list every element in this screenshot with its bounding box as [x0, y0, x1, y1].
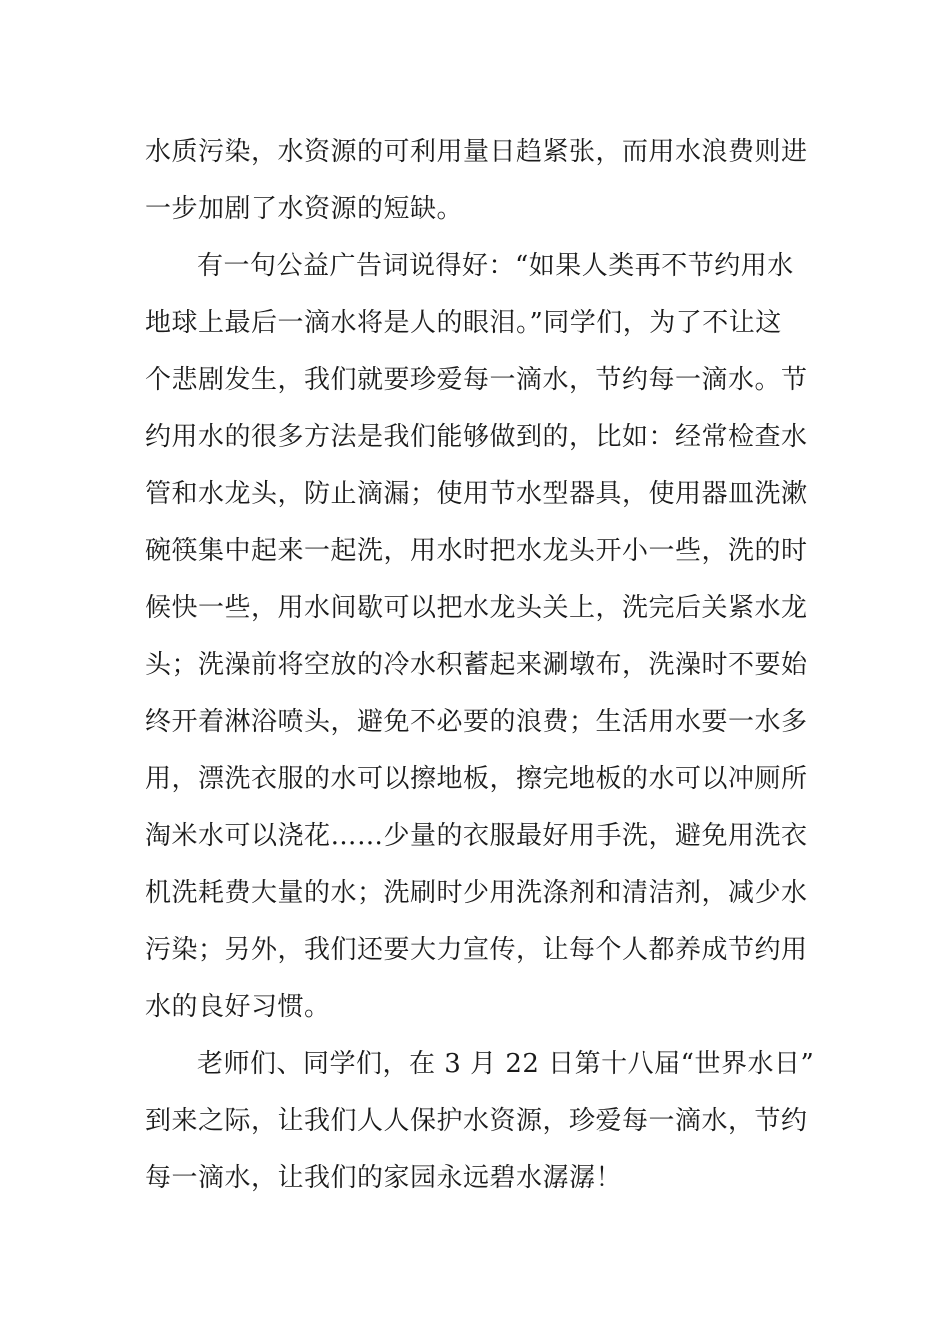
paragraph-3	[145, 1036, 815, 1207]
text-line: 个悲剧发生，我们就要珍爱每一滴水，节约每一滴水。节	[145, 365, 808, 395]
text-line: 一步加剧了水资源的短缺。	[145, 194, 464, 224]
text-line: 地球上最后一滴水将是人的眼泪。”同学们，为了不让这	[145, 308, 782, 338]
text-line: 机洗耗费大量的水；洗刷时少用洗涤剂和清洁剂，减少水	[145, 878, 808, 908]
text-line: 头；洗澡前将空放的冷水积蓄起来涮墩布，洗澡时不要始	[145, 650, 808, 680]
text-line: 淘米水可以浇花……少量的衣服最好用手洗，避免用洗衣	[145, 821, 808, 851]
text-line: 碗筷集中起来一起洗，用水时把水龙头开小一些，洗的时	[145, 536, 808, 566]
text-line: 水质污染，水资源的可利用量日趋紧张，而用水浪费则进	[145, 137, 808, 167]
text-line: 候快一些，用水间歇可以把水龙头关上，洗完后关紧水龙	[145, 593, 808, 623]
text-line: 管和水龙头，防止滴漏；使用节水型器具，使用器皿洗漱	[145, 479, 808, 509]
paragraph-1	[145, 124, 815, 238]
text-line: 每一滴水，让我们的家园永远碧水潺潺！	[145, 1163, 623, 1193]
text-line: 约用水的很多方法是我们能够做到的，比如：经常检查水	[145, 422, 808, 452]
text-line: 水的良好习惯。	[145, 992, 331, 1022]
paragraph-2	[145, 238, 815, 1036]
text-line: 老师们、同学们，在 3 月 22 日第十八届“世界水日”	[197, 1049, 815, 1079]
text-line: 污染；另外，我们还要大力宣传，让每个人都养成节约用	[145, 935, 808, 965]
text-line: 有一句公益广告词说得好：“如果人类再不节约用水	[197, 251, 794, 281]
text-line: 用，漂洗衣服的水可以擦地板，擦完地板的水可以冲厕所	[145, 764, 808, 794]
text-line: 到来之际，让我们人人保护水资源，珍爱每一滴水，节约	[145, 1106, 808, 1136]
text-line: 终开着淋浴喷头，避免不必要的浪费；生活用水要一水多	[145, 707, 808, 737]
document-body	[145, 124, 815, 1207]
